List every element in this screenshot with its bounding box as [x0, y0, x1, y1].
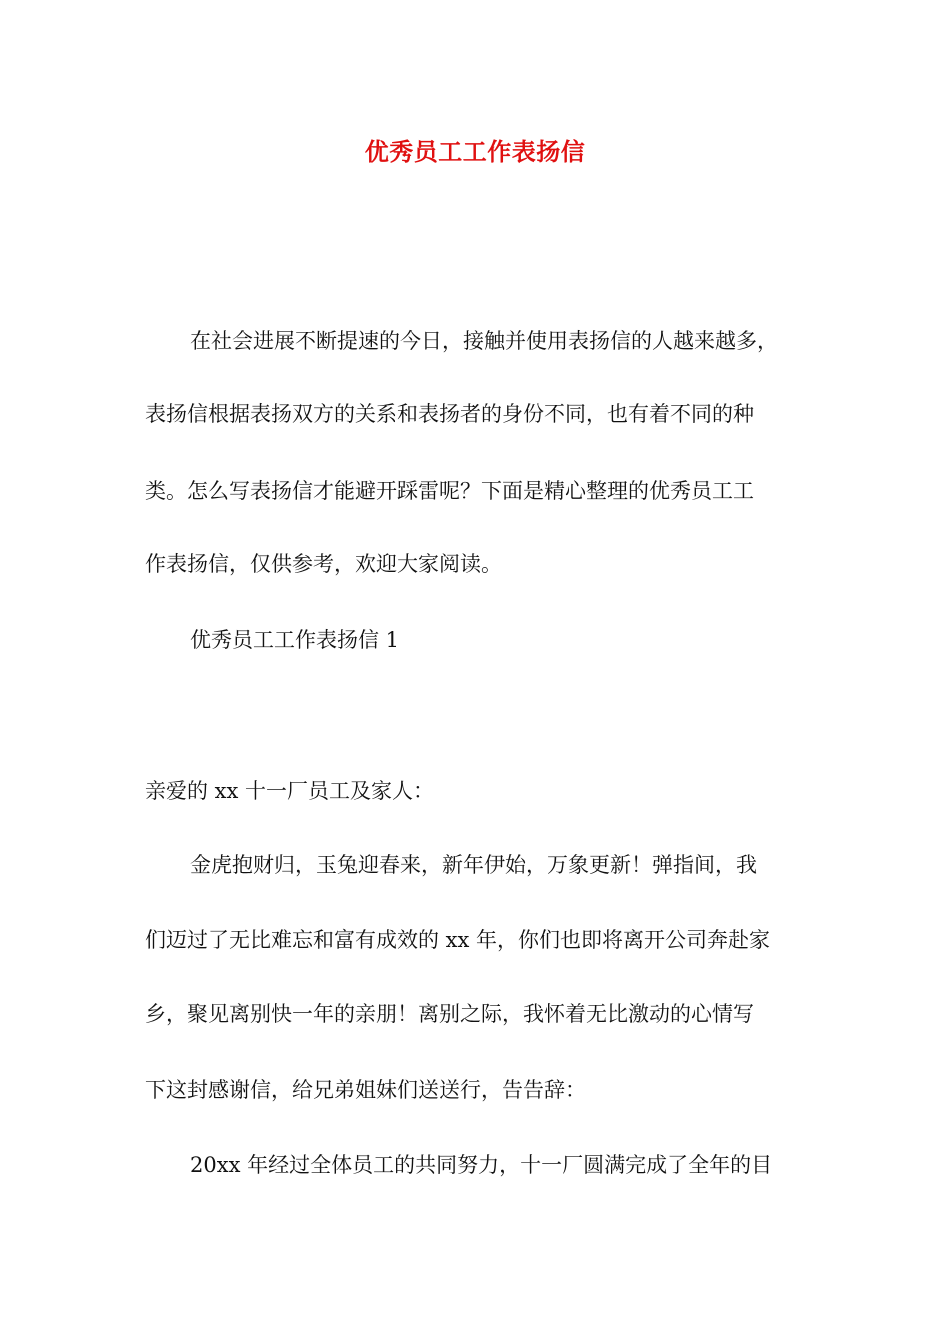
document-title: 优秀员工工作表扬信 — [364, 137, 586, 166]
paragraph-line: 在社会进展不断提速的今日，接触并使用表扬信的人越来越多， — [190, 329, 778, 353]
paragraph-line: 作表扬信，仅供参考，欢迎大家阅读。 — [145, 552, 502, 576]
paragraph-line: 金虎抱财归，玉兔迎春来，新年伊始，万象更新！弹指间，我 — [190, 853, 757, 877]
paragraph-line: 20xx 年经过全体员工的共同努力，十一厂圆满完成了全年的目 — [190, 1153, 773, 1177]
paragraph-line: 类。怎么写表扬信才能避开踩雷呢？下面是精心整理的优秀员工工 — [145, 479, 754, 503]
paragraph-line: 乡，聚见离别快一年的亲朋！离别之际，我怀着无比激动的心情写 — [145, 1002, 754, 1026]
paragraph-line: 们迈过了无比难忘和富有成效的 xx 年，你们也即将离开公司奔赴家 — [145, 928, 771, 952]
salutation: 亲爱的 xx 十一厂员工及家人： — [145, 779, 435, 803]
section-heading: 优秀员工工作表扬信 1 — [190, 628, 400, 652]
paragraph-line: 表扬信根据表扬双方的关系和表扬者的身份不同，也有着不同的种 — [145, 402, 754, 426]
paragraph-line: 下这封感谢信，给兄弟姐妹们送送行，告告辞： — [145, 1078, 586, 1102]
